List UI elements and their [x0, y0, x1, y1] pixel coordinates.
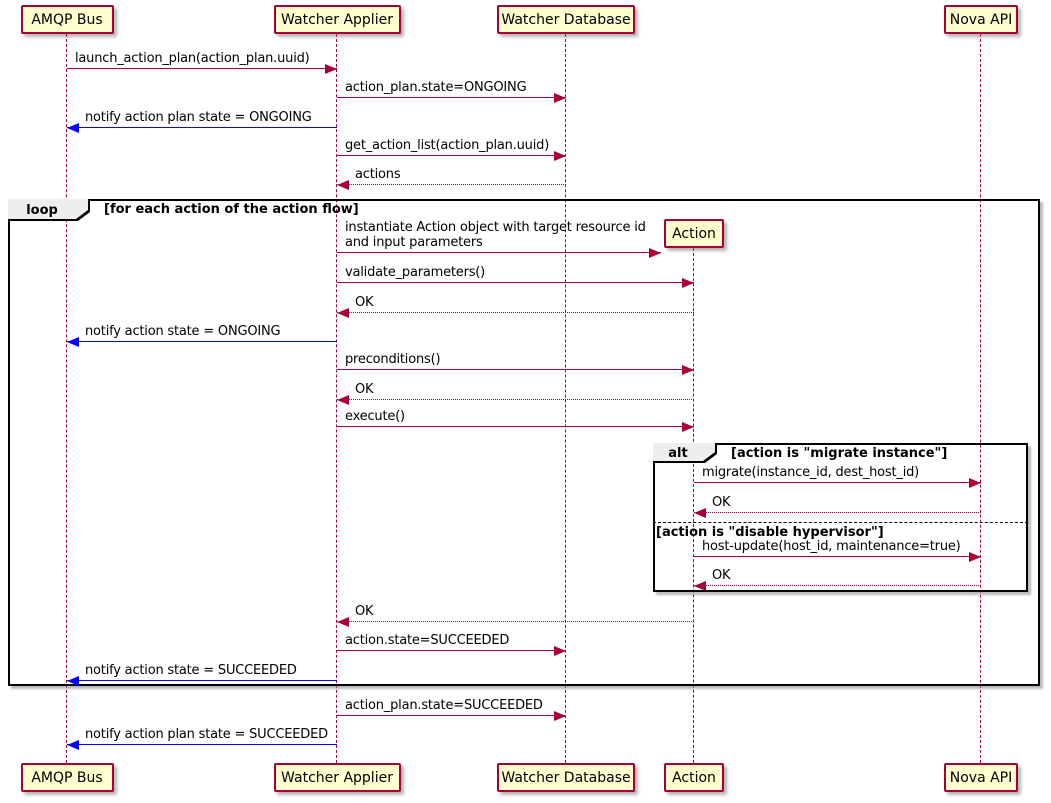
- arrowhead-right-icon: [325, 64, 337, 74]
- alt-divider-label: [action is "disable hypervisor"]: [656, 525, 884, 540]
- arrowhead-left-icon: [337, 617, 349, 627]
- message-label: notify action plan state = ONGOING: [85, 110, 312, 125]
- message-line: [337, 312, 694, 313]
- message-line: [337, 252, 661, 253]
- arrowhead-left-icon: [337, 395, 349, 405]
- message-line: [337, 426, 694, 427]
- message-label: validate_parameters(): [345, 265, 486, 280]
- arrowhead-right-icon: [969, 478, 981, 488]
- arrowhead-right-icon: [682, 422, 694, 432]
- message-line: [67, 341, 337, 342]
- nova-participant-top: Nova API: [944, 5, 1018, 34]
- message-line: [694, 585, 981, 586]
- message-line: [694, 482, 981, 483]
- message-line: [694, 512, 981, 513]
- arrowhead-left-icon: [67, 337, 79, 347]
- message-line: [337, 184, 566, 185]
- arrowhead-right-icon: [649, 248, 661, 258]
- message-label: launch_action_plan(action_plan.uuid): [75, 51, 310, 66]
- loop-frame-condition: [for each action of the action flow]: [104, 202, 359, 217]
- message-line: [337, 650, 566, 651]
- arrowhead-right-icon: [554, 711, 566, 721]
- message-label: instantiate Action object with target resource id: [345, 220, 646, 235]
- message-line: [337, 155, 566, 156]
- alt-divider: [653, 522, 1028, 523]
- message-label: actions: [355, 167, 401, 182]
- message-label: OK: [355, 295, 374, 310]
- arrowhead-right-icon: [554, 93, 566, 103]
- arrowhead-right-icon: [554, 646, 566, 656]
- arrowhead-right-icon: [554, 151, 566, 161]
- amqp-participant-top: AMQP Bus: [21, 5, 114, 34]
- arrowhead-left-icon: [694, 508, 706, 518]
- message-label: action_plan.state=SUCCEEDED: [345, 698, 543, 713]
- amqp-participant-bottom: AMQP Bus: [21, 763, 114, 792]
- arrowhead-left-icon: [337, 308, 349, 318]
- message-label: preconditions(): [345, 352, 441, 367]
- message-line: [67, 68, 337, 69]
- message-line: [67, 680, 337, 681]
- message-label: execute(): [345, 409, 405, 424]
- arrowhead-left-icon: [337, 180, 349, 190]
- message-line: [337, 369, 694, 370]
- message-label: OK: [712, 495, 731, 510]
- applier-participant-bottom: Watcher Applier: [274, 763, 401, 792]
- arrowhead-left-icon: [67, 740, 79, 750]
- arrowhead-right-icon: [969, 552, 981, 562]
- message-line: [337, 97, 566, 98]
- loop-frame-label: loop: [26, 202, 58, 218]
- message-label: migrate(instance_id, dest_host_id): [702, 465, 920, 480]
- arrowhead-right-icon: [682, 278, 694, 288]
- message-label: and input parameters: [345, 235, 483, 250]
- message-label: action.state=SUCCEEDED: [345, 633, 510, 648]
- message-label: OK: [712, 568, 731, 583]
- message-label: notify action plan state = SUCCEEDED: [85, 727, 328, 742]
- action-participant-top: Action: [664, 219, 724, 248]
- message-label: OK: [355, 382, 374, 397]
- message-label: host-update(host_id, maintenance=true): [702, 539, 961, 554]
- alt-frame-label: alt: [668, 445, 688, 461]
- arrowhead-left-icon: [67, 123, 79, 133]
- message-line: [67, 744, 337, 745]
- message-line: [67, 127, 337, 128]
- arrowhead-left-icon: [694, 581, 706, 591]
- message-line: [694, 556, 981, 557]
- message-label: action_plan.state=ONGOING: [345, 80, 527, 95]
- message-label: get_action_list(action_plan.uuid): [345, 138, 550, 153]
- message-label: notify action state = SUCCEEDED: [85, 663, 297, 678]
- action-participant-bottom: Action: [664, 763, 724, 792]
- message-line: [337, 399, 694, 400]
- message-line: [337, 715, 566, 716]
- db-participant-bottom: Watcher Database: [497, 763, 635, 792]
- message-label: notify action state = ONGOING: [85, 324, 281, 339]
- applier-participant-top: Watcher Applier: [274, 5, 401, 34]
- message-line: [337, 282, 694, 283]
- arrowhead-left-icon: [67, 676, 79, 686]
- db-participant-top: Watcher Database: [497, 5, 635, 34]
- arrowhead-right-icon: [682, 365, 694, 375]
- message-label: OK: [355, 604, 374, 619]
- alt-frame-condition: [action is "migrate instance"]: [731, 446, 948, 461]
- nova-participant-bottom: Nova API: [944, 763, 1018, 792]
- message-line: [337, 621, 694, 622]
